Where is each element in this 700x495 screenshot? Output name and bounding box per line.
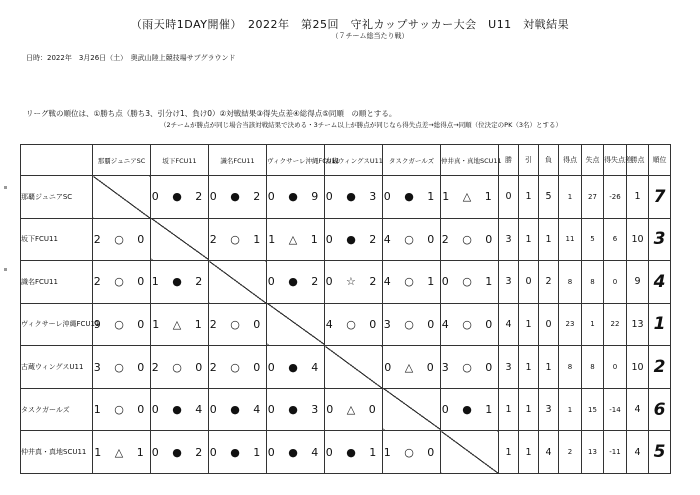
column-header-stat: 失点	[582, 145, 604, 176]
scan-dot	[4, 268, 7, 271]
row-header-team: タスクガールズ	[21, 388, 93, 431]
stat-cell: 1	[582, 303, 604, 346]
table-row	[21, 388, 671, 431]
tiebreak-rule: （2チームが勝点が同じ場合当該対戦結果で決める・3チーム以上が勝点が同じなら得失点差→総得点→同順（位決定のPK（3名）とする）	[160, 121, 562, 129]
match-result-cell: 2 ○ 0	[151, 346, 209, 389]
self-match-cell	[93, 176, 151, 219]
row-header-team: 坂下FCU11	[21, 218, 93, 261]
stat-cell: 10	[627, 346, 649, 389]
stat-cell: 1	[519, 303, 539, 346]
match-result-cell: 4 ○ 0	[441, 303, 499, 346]
match-result-cell: 0 ● 2	[151, 176, 209, 219]
stat-cell: 8	[559, 346, 582, 389]
match-result-cell: 0 ● 3	[267, 388, 325, 431]
event-date-venue: 日時：2022年 3月26日（土） 奥武山陸上競技場サブグラウンド	[26, 54, 236, 62]
column-header-team: 古蔵ウィングスU11	[325, 145, 383, 176]
column-header-team: タスクガールズ	[383, 145, 441, 176]
column-header-team: ヴィクサーレ沖縄FCU11	[267, 145, 325, 176]
stat-cell: -11	[604, 431, 627, 474]
rank-cell: 3	[649, 218, 671, 261]
match-result-cell: 1 ● 2	[151, 261, 209, 304]
column-header-stat: 勝点	[627, 145, 649, 176]
match-result-cell: 0 ● 4	[267, 431, 325, 474]
stat-cell: 1	[499, 431, 519, 474]
match-result-cell: 1 ○ 0	[383, 431, 441, 474]
stat-cell: 1	[627, 176, 649, 219]
match-result-cell: 1 △ 1	[93, 431, 151, 474]
row-header-team: 古蔵ウィングスU11	[21, 346, 93, 389]
self-match-cell	[383, 388, 441, 431]
scan-dot	[4, 186, 7, 189]
stat-cell: 1	[539, 218, 559, 261]
self-match-cell	[209, 261, 267, 304]
match-result-cell: 0 △ 0	[383, 346, 441, 389]
stat-cell: 22	[604, 303, 627, 346]
match-result-cell: 0 ● 2	[325, 218, 383, 261]
stat-cell: 3	[539, 388, 559, 431]
rank-cell: 2	[649, 346, 671, 389]
table-row	[21, 431, 671, 474]
table-row	[21, 176, 671, 219]
stat-cell: 4	[627, 388, 649, 431]
table-row	[21, 218, 671, 261]
stat-cell: 1	[519, 388, 539, 431]
stat-cell: 4	[539, 431, 559, 474]
row-header-team: 仲井真・真地SCU11	[21, 431, 93, 474]
rank-cell: 1	[649, 303, 671, 346]
column-header-stat: 勝	[499, 145, 519, 176]
stat-cell: 3	[499, 346, 519, 389]
table-row	[21, 261, 671, 304]
stat-cell: 3	[499, 218, 519, 261]
ranking-rule: リーグ戦の順位は、①勝ち点（勝ち3、引分け1、負け0）②対戦結果③得失点差④総得点⑤同順 の順とする。	[26, 109, 397, 118]
rank-cell: 4	[649, 261, 671, 304]
stat-cell: 8	[582, 346, 604, 389]
match-result-cell: 4 ○ 0	[383, 218, 441, 261]
stat-cell: 10	[627, 218, 649, 261]
match-result-cell: 0 ● 4	[151, 388, 209, 431]
stat-cell: 4	[499, 303, 519, 346]
stat-cell: 1	[499, 388, 519, 431]
stat-cell: 5	[539, 176, 559, 219]
self-match-cell	[325, 346, 383, 389]
stat-cell: 0	[519, 261, 539, 304]
stat-cell: 1	[559, 388, 582, 431]
column-header-team: 識名FCU11	[209, 145, 267, 176]
match-result-cell: 2 ○ 0	[93, 261, 151, 304]
match-result-cell: 4 ○ 0	[325, 303, 383, 346]
match-result-cell: 0 ● 2	[151, 431, 209, 474]
match-result-cell: 0 ● 2	[267, 261, 325, 304]
match-result-cell: 1 △ 1	[151, 303, 209, 346]
match-result-cell: 3 ○ 0	[383, 303, 441, 346]
stat-cell: 13	[582, 431, 604, 474]
page-title: （雨天時1DAY開催） 2022年 第25回 守礼カップサッカー大会 U11 対戦結果	[130, 18, 570, 31]
table-row	[21, 303, 671, 346]
match-result-cell: 0 ● 4	[209, 388, 267, 431]
stat-cell: 2	[559, 431, 582, 474]
match-result-cell: 1 △ 1	[267, 218, 325, 261]
stat-cell: 23	[559, 303, 582, 346]
self-match-cell	[441, 431, 499, 474]
stat-cell: 9	[627, 261, 649, 304]
stat-cell: -26	[604, 176, 627, 219]
stat-cell: 4	[627, 431, 649, 474]
match-result-cell: 0 ● 3	[325, 176, 383, 219]
match-result-cell: 0 ● 1	[325, 431, 383, 474]
results-table-wrapper	[20, 144, 670, 474]
stat-cell: 0	[604, 261, 627, 304]
column-header-team: 仲井真・真地SCU11	[441, 145, 499, 176]
column-header-stat: 得失点差	[604, 145, 627, 176]
match-result-cell: 4 ○ 1	[383, 261, 441, 304]
stat-cell: 1	[519, 346, 539, 389]
stat-cell: 6	[604, 218, 627, 261]
match-result-cell: 0 ☆ 2	[325, 261, 383, 304]
rank-cell: 5	[649, 431, 671, 474]
stat-cell: 2	[539, 261, 559, 304]
match-result-cell: 0 ● 9	[267, 176, 325, 219]
header-row	[21, 145, 671, 176]
stat-cell: 15	[582, 388, 604, 431]
column-header-stat: 引	[519, 145, 539, 176]
stat-cell: 1	[519, 218, 539, 261]
stat-cell: 8	[582, 261, 604, 304]
self-match-cell	[151, 218, 209, 261]
stat-cell: 1	[519, 431, 539, 474]
table-row	[21, 346, 671, 389]
column-header-stat: 負	[539, 145, 559, 176]
stat-cell: -14	[604, 388, 627, 431]
stat-cell: 0	[604, 346, 627, 389]
results-table	[20, 144, 671, 474]
stat-cell: 5	[582, 218, 604, 261]
match-result-cell: 0 △ 0	[325, 388, 383, 431]
match-result-cell: 0 ● 2	[209, 176, 267, 219]
stat-cell: 8	[559, 261, 582, 304]
match-result-cell: 9 ○ 0	[93, 303, 151, 346]
page-subtitle: （７チーム総当たり戦）	[331, 32, 409, 40]
stat-cell: 27	[582, 176, 604, 219]
stat-cell: 3	[499, 261, 519, 304]
column-header-team: 坂下FCU11	[151, 145, 209, 176]
stat-cell: 0	[539, 303, 559, 346]
self-match-cell	[267, 303, 325, 346]
rank-cell: 7	[649, 176, 671, 219]
match-result-cell: 1 △ 1	[441, 176, 499, 219]
stat-cell: 1	[539, 346, 559, 389]
row-header-team: ヴィクサーレ沖縄FCU11	[21, 303, 93, 346]
stat-cell: 0	[499, 176, 519, 219]
row-header-team: 那覇ジュニアSC	[21, 176, 93, 219]
match-result-cell: 2 ○ 0	[441, 218, 499, 261]
column-header-stat: 得点	[559, 145, 582, 176]
match-result-cell: 0 ○ 1	[441, 261, 499, 304]
match-result-cell: 1 ○ 0	[93, 388, 151, 431]
row-header-team: 識名FCU11	[21, 261, 93, 304]
stat-cell: 1	[519, 176, 539, 219]
match-result-cell: 3 ○ 0	[93, 346, 151, 389]
match-result-cell: 0 ● 1	[383, 176, 441, 219]
match-result-cell: 2 ○ 0	[209, 303, 267, 346]
match-result-cell: 0 ● 1	[441, 388, 499, 431]
stat-cell: 1	[559, 176, 582, 219]
match-result-cell: 3 ○ 0	[441, 346, 499, 389]
match-result-cell: 2 ○ 1	[209, 218, 267, 261]
stat-cell: 11	[559, 218, 582, 261]
match-result-cell: 0 ● 1	[209, 431, 267, 474]
rank-cell: 6	[649, 388, 671, 431]
corner-cell	[21, 145, 93, 176]
column-header-stat: 順位	[649, 145, 671, 176]
match-result-cell: 2 ○ 0	[209, 346, 267, 389]
match-result-cell: 0 ● 4	[267, 346, 325, 389]
column-header-team: 那覇ジュニアSC	[93, 145, 151, 176]
match-result-cell: 2 ○ 0	[93, 218, 151, 261]
stat-cell: 13	[627, 303, 649, 346]
